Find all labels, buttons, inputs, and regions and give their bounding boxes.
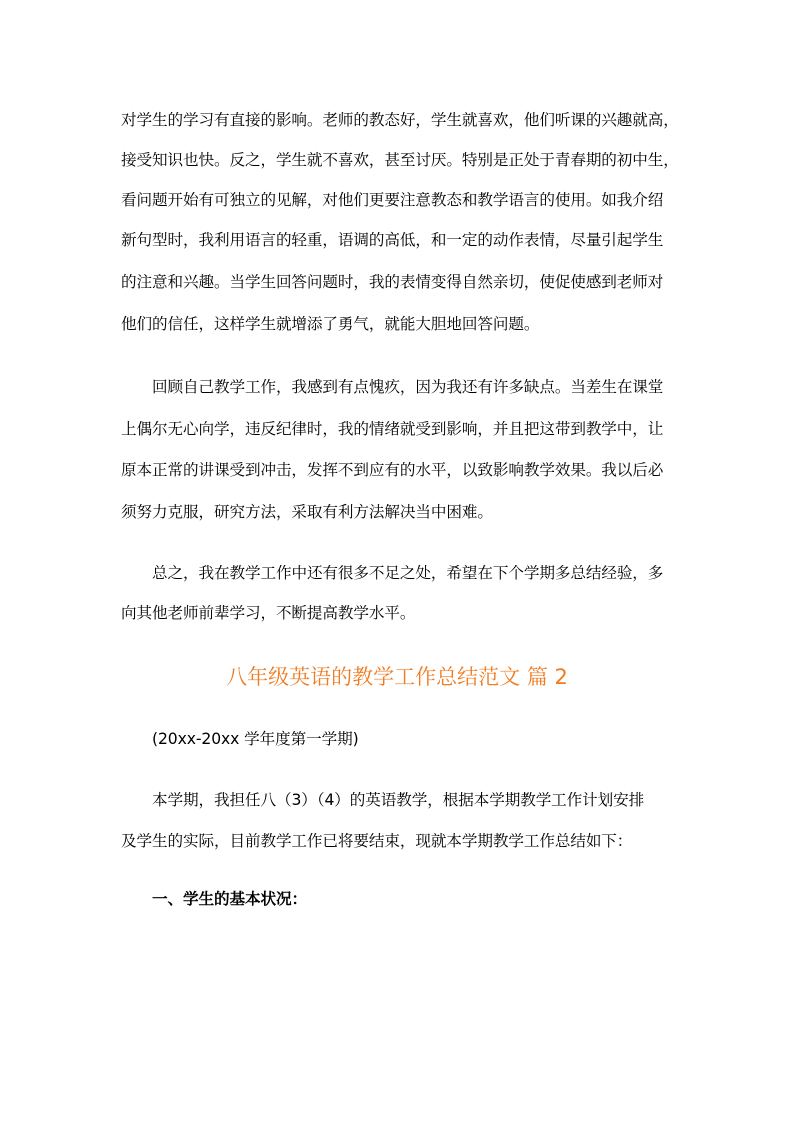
paragraph-line: 向其他老师前辈学习，不断提高教学水平。 bbox=[121, 604, 416, 622]
paragraph-line: 他们的信任，这样学生就增添了勇气，就能大胆地回答问题。 bbox=[121, 315, 540, 333]
section-heading: 八年级英语的教学工作总结范文 篇 2 bbox=[226, 665, 568, 689]
paragraph-line: 的注意和兴趣。当学生回答问题时，我的表情变得自然亲切，使促使感到老师对 bbox=[121, 273, 664, 291]
paragraph-line: 上偶尔无心向学，违反纪律时，我的情绪就受到影响，并且把这带到教学中，让 bbox=[121, 420, 664, 438]
paragraph-line: 总之，我在教学工作中还有很多不足之处，希望在下个学期多总结经验，多 bbox=[152, 564, 664, 582]
paragraph-line: 接受知识也快。反之，学生就不喜欢，甚至讨厌。特别是正处于青春期的初中生， bbox=[121, 151, 679, 169]
paragraph-line: 及学生的实际，目前教学工作已将要结束，现就本学期教学工作总结如下： bbox=[121, 832, 633, 850]
paragraph-line: 对学生的学习有直接的影响。老师的教态好，学生就喜欢，他们听课的兴趣就高， bbox=[121, 111, 679, 129]
paragraph-line: 须努力克服，研究方法，采取有利方法解决当中困难。 bbox=[121, 503, 493, 521]
section-title: 一、学生的基本状况： bbox=[152, 890, 307, 908]
paragraph-line: 新句型时，我利用语言的轻重，语调的高低，和一定的动作表情，尽量引起学生 bbox=[121, 231, 664, 249]
paragraph-line: 本学期，我担任八（3）（4）的英语教学，根据本学期教学工作计划安排 bbox=[152, 791, 645, 809]
paragraph-line: 看问题开始有可独立的见解，对他们更要注意教态和教学语言的使用。如我介绍 bbox=[121, 191, 664, 209]
paragraph-line: 原本正常的讲课受到冲击，发挥不到应有的水平，以致影响教学效果。我以后必 bbox=[121, 461, 664, 479]
term-line: (20xx-20xx 学年度第一学期) bbox=[152, 730, 359, 748]
paragraph-line: 回顾自己教学工作，我感到有点愧疚，因为我还有许多缺点。当差生在课堂 bbox=[152, 378, 664, 396]
